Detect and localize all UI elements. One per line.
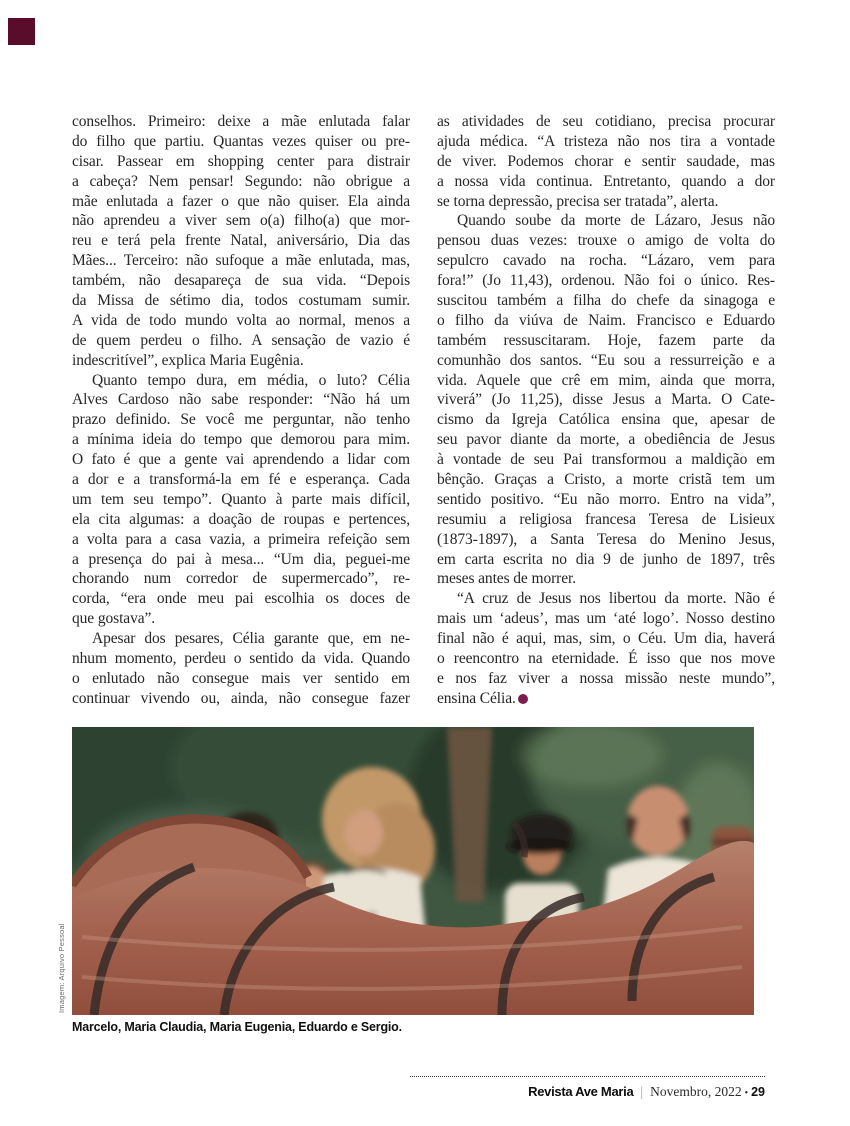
footer-separator: | [640,1084,644,1099]
text-line: ela cita algumas: a doação de roupas e pertences, [72,510,410,528]
family-photo [72,727,754,1015]
text-line: a presença do pai à mesa... “Um dia, peguei-me [72,550,410,568]
text-line: a volta para a casa vazia, a primeira refeição sem [72,530,410,548]
text-line: suscitou também a filha do chefe da sinagoga e [437,292,775,310]
text-line: o enlutado não consegue mais ver sentido em [72,669,410,687]
text-line: seu pavor diante da morte, a obediência de Jesus [437,431,775,449]
text-line: a dor e a transformá-la em fé e esperança. Cada [72,471,410,489]
text-line: pensou duas vezes: trouxe o amigo de volta do [437,232,775,250]
text-line: à vontade de seu Pai transformou a maldição em [437,451,775,469]
text-line: continuar vivendo ou, ainda, não consegue fazer [72,689,410,707]
text-line: vida. Aquele que crê em mim, ainda que morra, [437,371,775,389]
text-line: do filho que partiu. Quantas vezes quiser ou pre- [72,132,410,150]
text-line: (1873-1897), a Santa Teresa do Menino Jesus, [437,530,775,548]
text-line: as atividades de seu cotidiano, precisa procurar [437,113,775,130]
text-line: a mínima ideia do tempo que demorou para mim. [72,431,410,449]
text-line: conselhos. Primeiro: deixe a mãe enlutada falar [72,113,410,130]
footer-bullet: • [744,1088,749,1099]
text-line: mais um ‘adeus’, mas um ‘até logo’. Nosso destino [437,610,775,628]
article-end-mark [518,694,528,704]
text-line: A vida de todo mundo volta ao normal, menos a [72,311,410,329]
text-line: Mães... Terceiro: não sufoque a mãe enlutada, mas, [72,252,410,270]
text-line: se torna depressão, precisa ser tratada”, alerta. [437,192,719,210]
text-line: o filho da viúva de Naim. Francisco e Eduardo [437,311,775,329]
footer-divider [410,1076,765,1077]
text-line: um tem seu tempo”. Quanto à parte mais difícil, [72,490,410,508]
family-photo-illustration [72,727,754,1015]
text-line: comunhão dos santos. “Eu sou a ressurreição e a [437,351,775,369]
text-line: de quem perdeu o filho. A sensação de vazio é [72,331,410,349]
page-number: 29 [751,1085,765,1099]
text-line: ajuda médica. “A tristeza não nos tira a vontade [437,132,775,150]
photo-credit: Imagem: Arquivo Pessoal [57,923,66,1013]
text-line: a cabeça? Nem pensar! Segundo: não obrigue a [72,172,410,190]
text-line: “A cruz de Jesus nos libertou da morte. Não é [457,590,775,608]
text-line: chorando num corredor de supermercado”, re- [72,570,410,588]
text-line: em carta escrita no dia 9 de junho de 1897, três [437,550,775,568]
text-line: cisar. Passear em shopping center para distrair [72,152,410,170]
text-line: Apesar dos pesares, Célia garante que, em ne- [92,630,410,648]
text-line: também, não desapareça de sua vida. “Depois [72,272,410,290]
text-line: e nos faz viver a nossa missão neste mundo”, [437,669,775,687]
text-line: também ressuscitaram. Hoje, fazem parte da [437,331,775,349]
text-line: ensina Célia. [437,689,775,709]
text-line: nhum momento, perdeu o sentido da vida. Quando [72,650,410,668]
article-body [72,112,775,709]
text-line: o reencontro na eternidade. É isso que nos move [437,650,775,668]
text-line: que gostava”. [72,610,156,628]
text-line: Quando soube da morte de Lázaro, Jesus não [457,212,775,230]
text-line: não aprendeu a viver sem o(a) filho(a) que mor- [72,212,410,230]
text-line: Quanto tempo dura, em média, o luto? Célia [92,371,410,389]
text-line: meses antes de morrer. [437,570,576,588]
text-line: O fato é que a gente vai aprendendo a lidar com [72,451,410,469]
text-line: de viver. Podemos chorar e sentir saudade, mas [437,152,775,170]
text-line: cismo da Igreja Católica ensina que, apesar de [437,411,775,429]
text-line: final não é aqui, mas, sim, o Céu. Um dia, haverá [437,630,775,648]
magazine-name: Revista Ave Maria [528,1084,634,1099]
text-line: sentido positivo. “Eu não morro. Entro na vida”, [437,490,775,508]
text-line: fora!” (Jo 11,43), ordenou. Não foi o único. Res- [437,272,775,290]
text-line: resumiu a religiosa francesa Teresa de Lisieux [437,510,775,528]
text-line: da Missa de sétimo dia, todos costumam sumir. [72,292,410,310]
text-line: viverá” (Jo 11,25), disse Jesus a Marta. O Cate- [437,391,775,409]
text-line: bênção. Graças a Cristo, a morte cristã tem um [437,471,775,489]
text-line: Alves Cardoso não sabe responder: “Não há um [72,391,410,409]
photo-caption: Marcelo, Maria Claudia, Maria Eugenia, Eduardo e Sergio. [72,1020,402,1034]
text-line: corda, “era onde meu pai escolhia os doces de [72,590,410,608]
article-left-column [72,112,410,709]
issue-date: Novembro, 2022 [650,1084,742,1099]
text-line: sepulcro cavado na rocha. “Lázaro, vem para [437,252,775,270]
text-line: a nossa vida continua. Entretanto, quando a dor [437,172,775,190]
page-footer [528,1084,765,1100]
article-right-column [437,112,775,709]
text-line: prazo definido. Se você me perguntar, não tenho [72,411,410,429]
text-line: reu e terá pela frente Natal, aniversário, Dia das [72,232,410,250]
section-corner-marker [8,18,35,45]
text-line: indescritível”, explica Maria Eugênia. [72,351,304,369]
text-line: mãe enlutada a fazer o que não quiser. Ela ainda [72,192,410,210]
